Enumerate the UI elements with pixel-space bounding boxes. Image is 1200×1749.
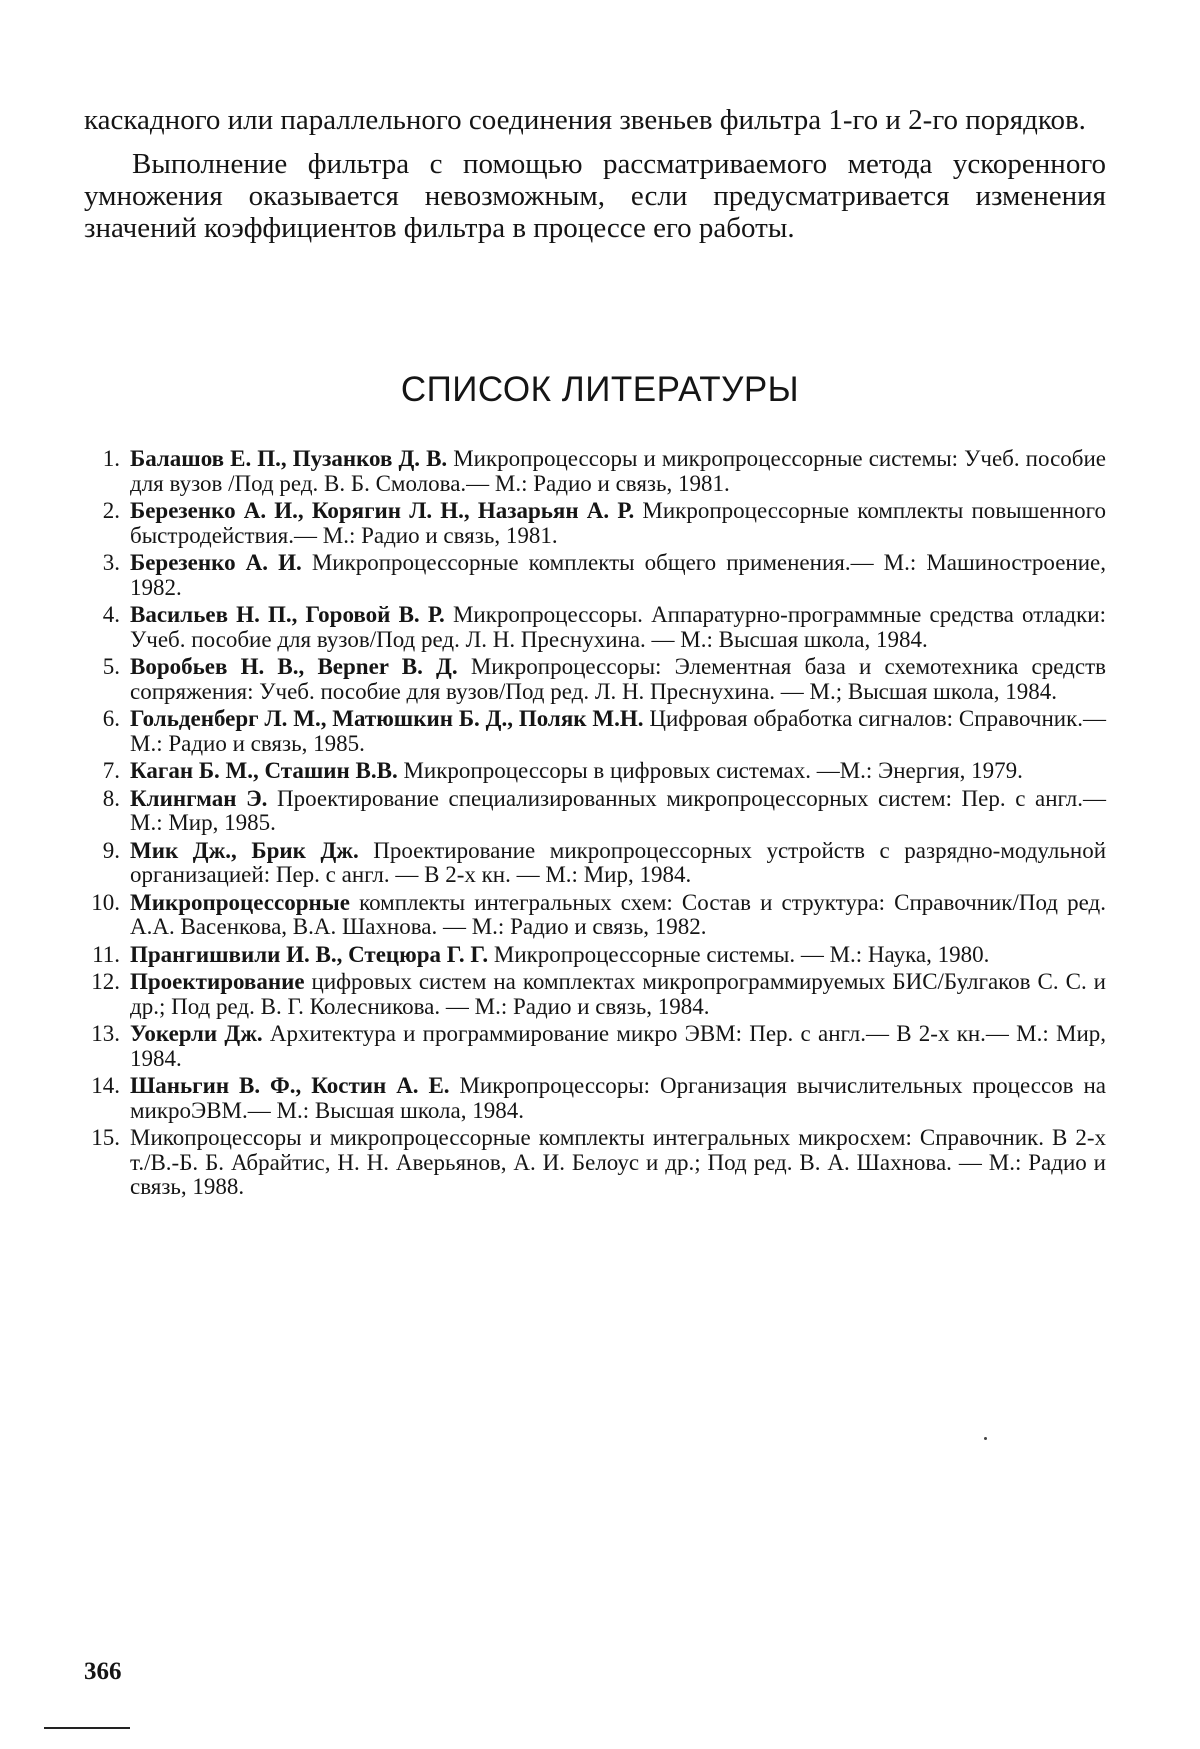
reference-number: 7. bbox=[102, 758, 120, 783]
reference-number: 3. bbox=[102, 550, 120, 575]
reference-authors: Березенко А. И., Корягин Л. Н., Назарьян А. Р. bbox=[130, 498, 635, 523]
reference-authors: Каган Б. М., Сташин В.В. bbox=[130, 758, 398, 783]
intro-paragraph-2: Выполнение фильтра с помощью рассматриваемого метода ускоренного умножения оказывается невозможным, если предусматривается изменения значений коэффициентов фильтра в процессе его работы. bbox=[84, 148, 1106, 244]
reference-item bbox=[84, 1126, 1106, 1200]
page-number: 366 bbox=[84, 1658, 122, 1685]
reference-number: 4. bbox=[102, 602, 120, 627]
reference-authors: Балашов Е. П., Пузанков Д. В. bbox=[130, 446, 448, 471]
reference-authors: Прангишвили И. В., Стецюра Г. Г. bbox=[130, 941, 489, 967]
reference-text: Микропроцессорные комплекты повышенного быстродействия.— М.: Радио и связь, 1981. bbox=[130, 498, 1106, 548]
reference-text: Микропроцессоры. Аппаратурно-программные средства отладки: Учеб. пособие для вузов/Под ред. Л. Н. Преснухина. — М.: Высшая школа, 1984. bbox=[130, 602, 1106, 652]
reference-item bbox=[84, 1022, 1106, 1071]
reference-item bbox=[84, 655, 1106, 704]
reference-item bbox=[84, 839, 1106, 888]
reference-text: Проектирование микропроцессорных устройств с разрядно-модульной организацией: Пер. с англ. — В 2-х кн. — М.: Мир, 1984. bbox=[130, 837, 1106, 887]
reference-number: 5. bbox=[102, 654, 120, 679]
reference-number: 12. bbox=[91, 969, 120, 994]
reference-text: Микропроцессоры в цифровых системах. —М.: Энергия, 1979. bbox=[397, 758, 1023, 783]
reference-authors: Воробьев Н. В., Верner В. Д. bbox=[130, 654, 458, 679]
reference-item bbox=[84, 447, 1106, 496]
reference-authors: Микропроцессорные bbox=[130, 889, 350, 915]
reference-text: Цифровая обработка сигналов: Справочник.— М.: Радио и связь, 1985. bbox=[130, 706, 1106, 756]
reference-text: цифровых систем на комплектах микропрограммируемых БИС/Булгаков С. С. и др.; Под ред. В. Г. Колесникова. — М.: Радио и связь, 1984. bbox=[130, 969, 1106, 1019]
reference-number: 14. bbox=[91, 1073, 120, 1098]
reference-authors: Мик Дж., Брик Дж. bbox=[130, 837, 359, 863]
reference-authors: Гольденберг Л. М., Матюшкин Б. Д., Поляк М.Н. bbox=[130, 706, 644, 731]
footer-rule bbox=[44, 1727, 130, 1729]
reference-number: 1. bbox=[102, 446, 120, 471]
reference-text: Микропроцессорные комплекты общего применения.— М.: Машиностроение, 1982. bbox=[130, 550, 1106, 600]
reference-item bbox=[84, 943, 1106, 968]
reference-item bbox=[84, 787, 1106, 836]
reference-item bbox=[84, 551, 1106, 600]
reference-number: 8. bbox=[102, 785, 120, 811]
reference-number: 9. bbox=[102, 837, 120, 863]
reference-item bbox=[84, 970, 1106, 1019]
reference-text: Проектирование специализированных микропроцессорных систем: Пер. с англ.— М.: Мир, 1985. bbox=[130, 785, 1106, 835]
reference-number: 10. bbox=[91, 889, 120, 915]
reference-number: 6. bbox=[102, 706, 120, 731]
intro-paragraph-1: каскадного или параллельного соединения звеньев фильтра 1-го и 2-го порядков. bbox=[84, 104, 1086, 136]
reference-authors: Клингман Э. bbox=[130, 785, 268, 811]
reference-authors: Шаньгин В. Ф., Костин А. Е. bbox=[130, 1073, 450, 1098]
print-speck bbox=[984, 1437, 987, 1440]
reference-text: Микопроцессоры и микропроцессорные комплекты интегральных микросхем: Справочник. В 2-х т./В.-Б. Б. Абрайтис, Н. Н. Аверьянов, А. И. Белоус и др.; Под ред. В. А. Шахнова. — М.: Радио и связь, 1988. bbox=[130, 1125, 1106, 1199]
reference-number: 2. bbox=[102, 498, 120, 523]
reference-authors: Проектирование bbox=[130, 969, 305, 994]
reference-number: 11. bbox=[92, 941, 120, 967]
reference-item bbox=[84, 707, 1106, 756]
reference-text: Микропроцессоры и микропроцессорные системы: Учеб. пособие для вузов /Под ред. В. Б. Смолова.— М.: Радио и связь, 1981. bbox=[130, 446, 1106, 496]
reference-item bbox=[84, 759, 1106, 784]
bibliography-heading: СПИСОК ЛИТЕРАТУРЫ bbox=[400, 370, 800, 409]
reference-number: 13. bbox=[91, 1021, 120, 1046]
reference-text: комплекты интегральных схем: Состав и структура: Справочник/Под ред. А.А. Васенкова, В.А. Шахнова. — М.: Радио и связь, 1982. bbox=[130, 889, 1106, 939]
reference-text: Микропроцессорные системы. — М.: Наука, 1980. bbox=[488, 941, 990, 967]
reference-item bbox=[84, 1074, 1106, 1123]
reference-text: Микропроцессоры: Организация вычислительных процессов на микроЭВМ.— М.: Высшая школа, 1984. bbox=[130, 1073, 1106, 1123]
reference-authors: Березенко А. И. bbox=[130, 550, 302, 575]
reference-text: Архитектура и программирование микро ЭВМ: Пер. с англ.— В 2-х кн.— М.: Мир, 1984. bbox=[130, 1021, 1106, 1071]
reference-item bbox=[84, 603, 1106, 652]
reference-list bbox=[84, 447, 1106, 1203]
reference-authors: Уокерли Дж. bbox=[130, 1021, 263, 1046]
reference-item bbox=[84, 499, 1106, 548]
intro-text bbox=[84, 104, 1106, 244]
reference-text: Микропроцессоры: Элементная база и схемотехника средств сопряжения: Учеб. пособие для вузов/Под ред. Л. Н. Преснухина. — М.; Высшая школа, 1984. bbox=[130, 654, 1106, 704]
reference-item bbox=[84, 891, 1106, 940]
reference-authors: Васильев Н. П., Горовой В. Р. bbox=[130, 602, 445, 627]
reference-number: 15. bbox=[91, 1125, 120, 1150]
